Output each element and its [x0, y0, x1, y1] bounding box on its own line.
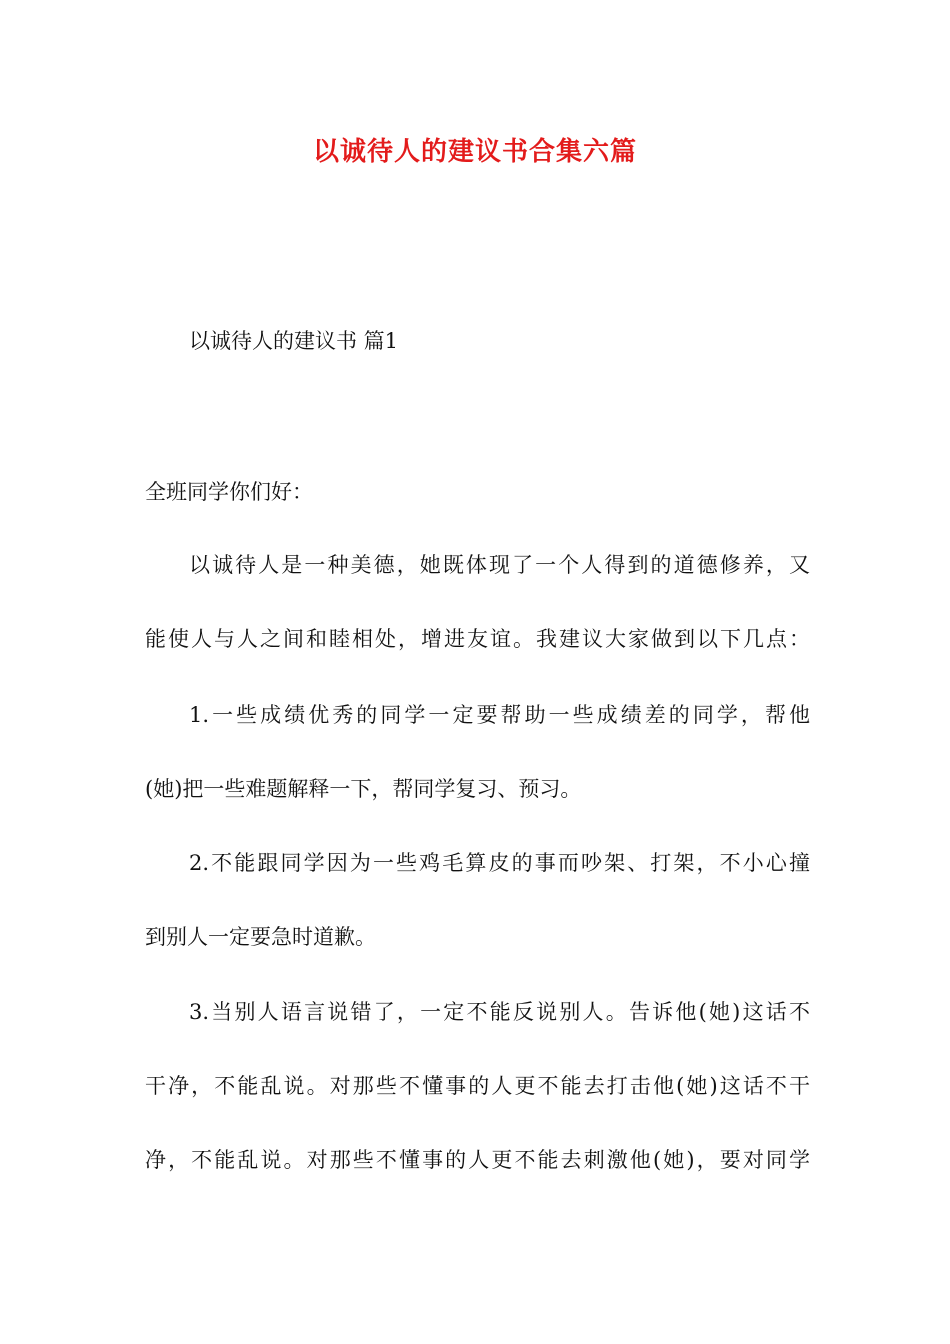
paragraph-line: 到别人一定要急时道歉。: [145, 925, 376, 949]
document-title: 以诚待人的建议书合集六篇: [312, 137, 637, 167]
greeting-line: 全班同学你们好：: [145, 480, 313, 504]
section-heading: 以诚待人的建议书 篇1: [189, 329, 399, 353]
paragraph-line: (她)把一些难题解释一下，帮同学复习、预习。: [145, 777, 582, 801]
paragraph-line: 以诚待人是一种美德，她既体现了一个人得到的道德修养，又: [189, 553, 810, 577]
paragraph-line: 1.一些成绩优秀的同学一定要帮助一些成绩差的同学，帮他: [189, 703, 810, 727]
paragraph-line: 能使人与人之间和睦相处，增进友谊。我建议大家做到以下几点：: [145, 627, 810, 651]
paragraph-line: 干净，不能乱说。对那些不懂事的人更不能去打击他(她)这话不干: [145, 1074, 810, 1098]
paragraph-line: 3.当别人语言说错了，一定不能反说别人。告诉他(她)这话不: [189, 1000, 810, 1024]
paragraph-line: 2.不能跟同学因为一些鸡毛算皮的事而吵架、打架，不小心撞: [189, 851, 810, 875]
paragraph-line: 净，不能乱说。对那些不懂事的人更不能去刺激他(她)，要对同学: [145, 1148, 810, 1172]
